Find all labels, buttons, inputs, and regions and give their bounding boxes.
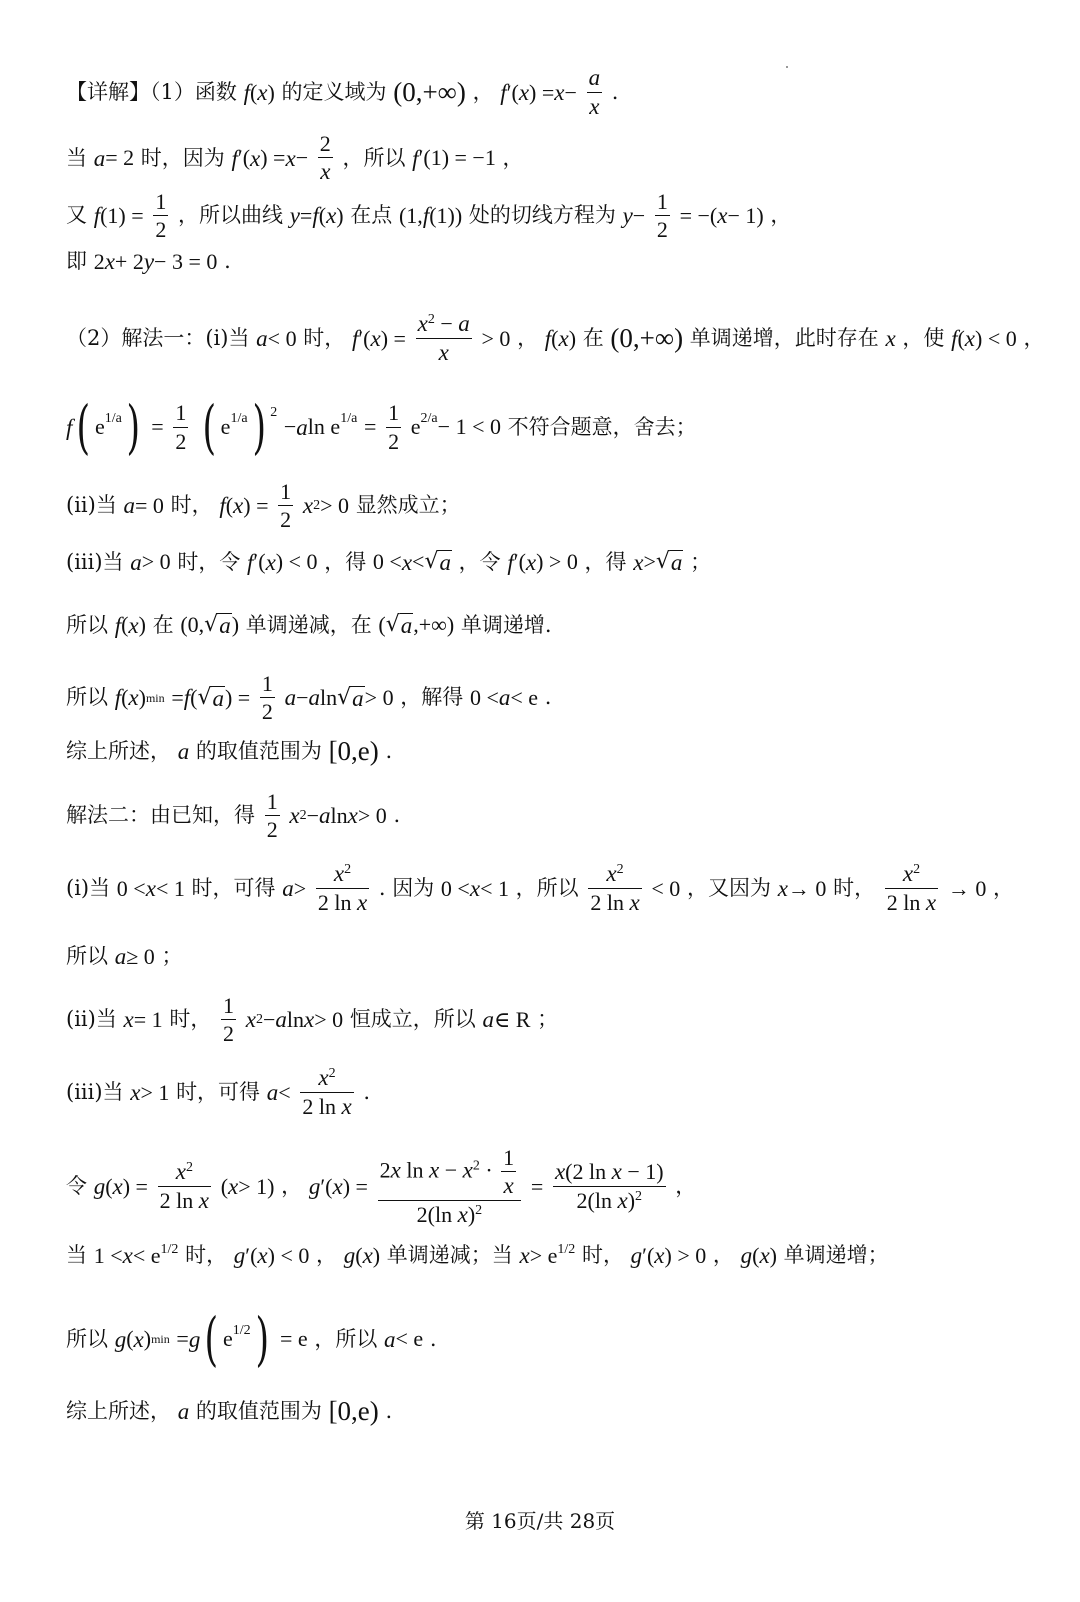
line-11: 综上所述， a 的取值范围为 [0,e) .: [66, 736, 393, 766]
line-15: (ii)当 x= 1 时， $\frac{1}{2}$ x2−alnx> 0 恒成立，所以 a∈ R ；: [66, 993, 559, 1047]
solution-label: 【详解】（1）函数: [66, 80, 237, 105]
line-16: (iii)当 x> 1 时，可得 a< $\frac{x^2}{\text{2 ln x}}$ .: [66, 1065, 371, 1120]
line-8: (iii)当 a> 0 时，令 f′(x) < 0 ，得 0 <x<√a ，令 f′(x) > 0 ，得 x>√a ；: [66, 549, 712, 575]
line-10: 所以 f(x)min =f(√a) = $\frac{1}{2}$ a−aln√a> 0 ，解得 0 <a< e .: [66, 671, 552, 725]
line-18: 当 1 <x< e1/2 时， g′(x) < 0 ， g(x) 单调递减；当 x> e1/2 时， g′(x) > 0 ， g(x) 单调递增；: [66, 1241, 889, 1268]
line-14: 所以 a≥ 0 ；: [66, 943, 183, 969]
line-1: 【详解】（1）函数 f(x) 的定义域为 (0,+∞) ， f′(x) =x− $\frac{a}{x}$ .: [66, 65, 619, 120]
line-9: 所以 f(x) 在 (0,√a) 单调递减，在 (√a,+∞) 单调递增.: [66, 612, 552, 638]
line-5: （2）解法一：(i)当 a< 0 时， f′(x) = $\frac{x^2 - a}{x}$ > 0 ， f(x) 在 (0,+∞) 单调递增，此时存在 x ，使 f(x) < 0 ，: [66, 311, 1045, 366]
line-4: 即 2x+ 2y− 3 = 0 .: [66, 248, 231, 274]
line-13: (i)当 0 <x< 1 时，可得 a> $\frac{x^2}{\text{2 ln x}}$ . 因为 0 <x< 1 ，所以 $\frac{x^2}{\text{2 ln x}}$ < 0 ，又因为 x→ 0 时， $\frac{x^2}{\text{2 ln x}}$ → 0 ，: [66, 861, 1014, 916]
line-20: 综上所述， a 的取值范围为 [0,e) .: [66, 1396, 393, 1426]
line-2: 当 a= 2 时，因为 f′(x) =x− $\frac{2}{x}$ ，所以 f′(1) = −1 ，: [66, 131, 524, 185]
line-17: 令 g(x) = $\frac{x^2}{\text{2 ln x}}$ (x> 1) ， g′(x) = 2x $\ln x - x^2$ · $\frac{1}{x}$ 2(ln x)$^2$ = $\frac{\text{x(2 ln x − 1)}}{2(\ln x)^2}$ ，: [66, 1145, 697, 1228]
line-7: (ii)当 a= 0 时， f(x) = $\frac{1}{2}$ x2> 0 显然成立；: [66, 479, 461, 533]
line-3: 又 f(1) = $\frac{1}{2}$ ，所以曲线 y=f(x) 在点 (1,f(1)) 处的切线方程为 y− $\frac{1}{2}$ = −(x− 1) ，: [66, 189, 792, 243]
line-6: f( e1/a) = $\frac{1}{2}$ ( e1/a) 2 −aln e1/a = $\frac{1}{2}$ e2/a− 1 < 0 不符合题意，舍去；: [66, 393, 697, 461]
scan-speck: [786, 66, 788, 68]
line-12: 解法二：由已知，得 $\frac{1}{2}$ x2−alnx> 0 .: [66, 789, 401, 843]
line-19: 所以 g(x)min =g( e1/2) = e ，所以 a< e .: [66, 1305, 437, 1373]
page-number: 第 16页/共 28页: [464, 1509, 616, 1533]
